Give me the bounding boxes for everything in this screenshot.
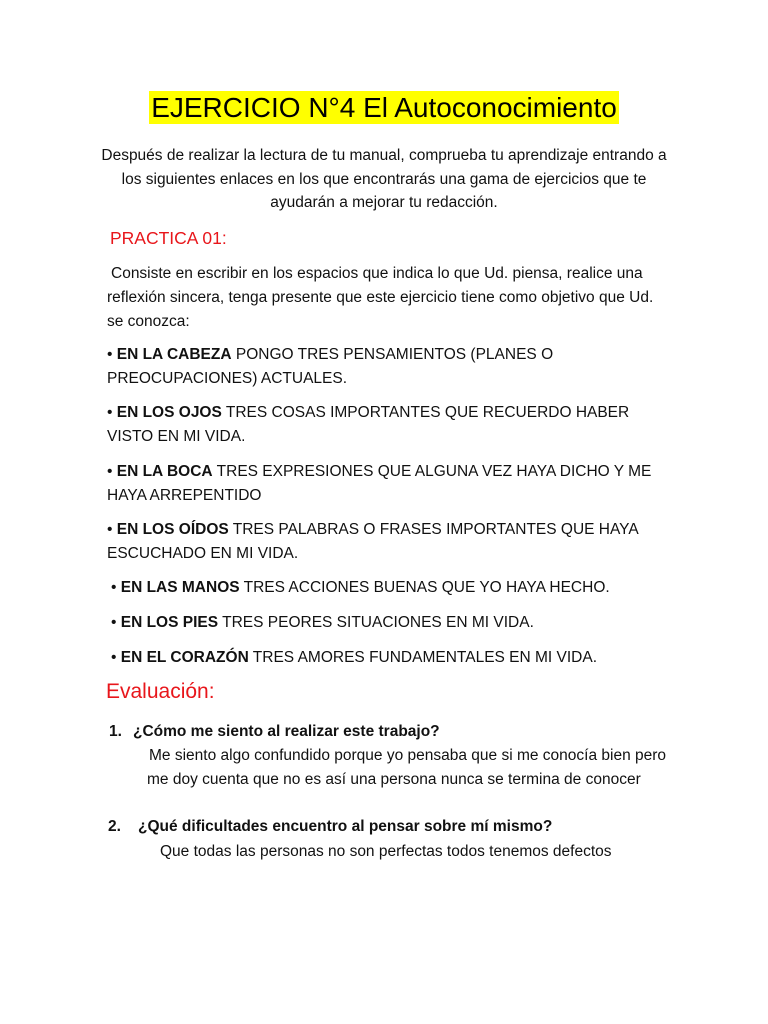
bullet-bold-label: EN LA BOCA (116, 463, 213, 480)
bullet-symbol: • (107, 463, 113, 480)
question-number: 1. (109, 723, 122, 740)
question-text: ¿Qué dificultades encuentro al pensar sobre mí mismo? (138, 818, 553, 835)
title-block (0, 90, 768, 126)
question-item (109, 721, 440, 743)
bullet-symbol: • (111, 579, 117, 596)
bullet-symbol: • (107, 404, 113, 421)
bullet-item (111, 611, 676, 635)
bullet-text: TRES PEORES SITUACIONES EN MI VIDA. (218, 614, 534, 631)
bullet-bold-label: EN LOS OÍDOS (116, 521, 229, 538)
bullet-bold-label: EN LOS PIES (120, 614, 219, 631)
bullet-bold-label: EN LOS OJOS (116, 404, 222, 421)
description-paragraph: Consiste en escribir en los espacios que indica lo que Ud. piensa, realice una reflexión sincera, tenga presente que este ejercicio tiene como objetivo que Ud. se conozca: (107, 265, 654, 330)
answer-text: Que todas las personas no son perfectas todos tenemos defectos (160, 843, 612, 860)
bullet-item (111, 646, 676, 670)
bullet-item (107, 401, 672, 449)
bullet-symbol: • (111, 649, 117, 666)
bullet-symbol: • (111, 614, 117, 631)
question-number: 2. (108, 818, 121, 835)
answer-text: Me siento algo confundido porque yo pensaba que si me conocía bien pero me doy cuenta que no es así una persona nunca se termina de conocer (147, 747, 667, 788)
bullet-item (111, 576, 676, 600)
bullet-text: TRES EXPRESIONES QUE ALGUNA VEZ HAYA DICHO Y ME HAYA ARREPENTIDO (107, 463, 652, 504)
intro-paragraph: Después de realizar la lectura de tu manual, comprueba tu aprendizaje entrando a los siguientes enlaces en los que encontrarás una gama de ejercicios que te ayudarán a mejorar tu redacción. (101, 147, 667, 211)
bullet-item (107, 343, 672, 391)
bullet-text: TRES PALABRAS O FRASES IMPORTANTES QUE HAYA ESCUCHADO EN MI VIDA. (107, 521, 638, 562)
bullet-bold-label: EN EL CORAZÓN (120, 649, 249, 666)
bullet-symbol: • (107, 521, 113, 538)
bullet-bold-label: EN LA CABEZA (116, 346, 232, 363)
page-title: EJERCICIO N°4 El Autoconocimiento (151, 92, 617, 123)
bullet-item (107, 460, 672, 508)
question-item (108, 816, 552, 838)
bullet-text: TRES COSAS IMPORTANTES QUE RECUERDO HABER VISTO EN MI VIDA. (107, 404, 630, 445)
question-text: ¿Cómo me siento al realizar este trabajo? (133, 723, 440, 740)
bullet-text: TRES AMORES FUNDAMENTALES EN MI VIDA. (248, 649, 598, 666)
evaluation-heading: Evaluación: (106, 680, 215, 703)
bullet-bold-label: EN LAS MANOS (120, 579, 240, 596)
bullet-text: TRES ACCIONES BUENAS QUE YO HAYA HECHO. (239, 579, 610, 596)
bullet-text: PONGO TRES PENSAMIENTOS (PLANES O PREOCUPACIONES) ACTUALES. (107, 346, 554, 387)
bullet-symbol: • (107, 346, 113, 363)
bullet-item (107, 518, 672, 566)
practica-heading: PRACTICA 01: (110, 228, 227, 248)
